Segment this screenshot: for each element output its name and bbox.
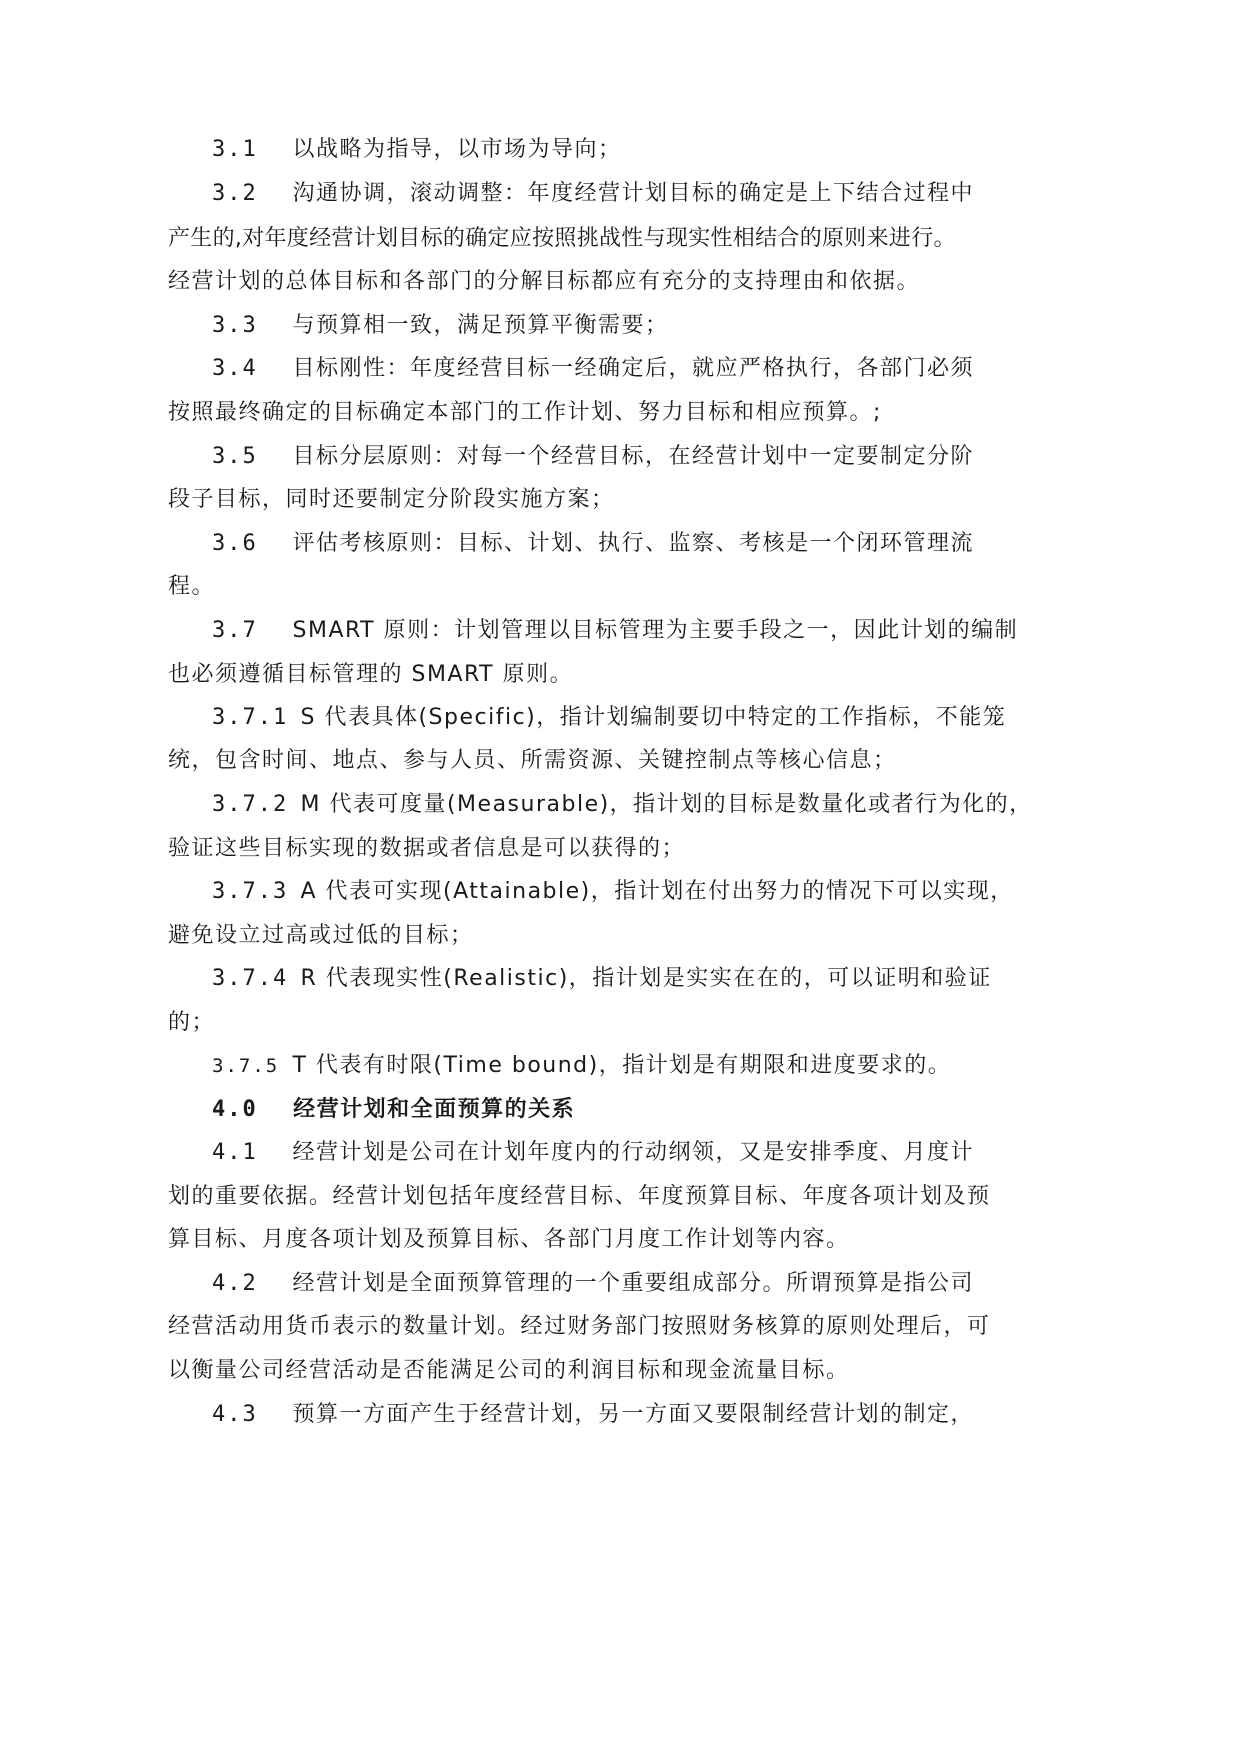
item-text: 以战略为指导，以市场为导向； [292,137,622,162]
item-text: 经营计划是公司在计划年度内的行动纲领，又是安排季度、月度计 [292,1140,975,1165]
item-number: 3.7.3 [212,879,289,904]
body-line: 算目标、月度各项计划及预算目标、各部门月度工作计划等内容。 [168,1227,850,1252]
item-3-7 [212,616,1018,646]
item-text: SMART 原则：计划管理以目标管理为主要手段之一，因此计划的编制 [292,618,1019,643]
item-number: 3.7.2 [212,792,289,817]
body-line: 统，包含时间、地点、参与人员、所需资源、关键控制点等核心信息； [168,748,897,773]
item-number: 3.7.5 [212,1055,280,1077]
item-number: 3.1 [212,137,258,162]
item-text: 沟通协调，滚动调整：年度经营计划目标的确定是上下结合过程中 [292,181,975,206]
section-number: 4.0 [212,1097,258,1122]
section-title: 经营计划和全面预算的关系 [293,1097,576,1122]
item-number: 4.3 [212,1402,258,1427]
item-number: 3.2 [212,181,258,206]
item-3-3 [212,311,669,341]
item-3-6 [212,529,974,559]
item-number: 3.7.1 [212,705,289,730]
item-text: 评估考核原则：目标、计划、执行、监察、考核是一个闭环管理流 [292,531,975,556]
body-line: 经营活动用货币表示的数量计划。经过财务部门按照财务核算的原则处理后，可 [168,1314,991,1339]
item-3-7-5 [212,1051,951,1081]
section-heading-4-0 [212,1095,575,1125]
body-line: 经营计划的总体目标和各部门的分解目标都应有充分的支持理由和依据。 [168,269,921,294]
item-text: S 代表具体(Specific)，指计划编制要切中特定的工作指标，不能笼 [300,705,1007,730]
body-line: 验证这些目标实现的数据或者信息是可以获得的； [168,836,686,861]
item-text: 预算一方面产生于经营计划，另一方面又要限制经营计划的制定， [292,1402,975,1427]
item-4-3 [212,1400,974,1430]
item-3-1 [212,135,622,165]
item-text: 目标刚性：年度经营目标一经确定后，就应严格执行，各部门必须 [292,356,975,381]
item-text: R 代表现实性(Realistic)，指计划是实实在在的，可以证明和验证 [300,966,992,991]
item-3-2 [212,179,974,209]
item-4-2 [212,1269,974,1299]
body-line: 的； [168,1010,216,1035]
item-3-4 [212,354,974,384]
item-3-7-4 [212,964,992,994]
item-text: 与预算相一致，满足预算平衡需要； [292,313,669,338]
item-text: 目标分层原则：对每一个经营目标，在经营计划中一定要制定分阶 [292,444,975,469]
item-number: 3.6 [212,531,258,556]
item-number: 4.1 [212,1140,258,1165]
item-3-7-1 [212,703,1006,733]
item-text: 经营计划是全面预算管理的一个重要组成部分。所谓预算是指公司 [292,1271,975,1296]
body-line: 划的重要依据。经营计划包括年度经营目标、年度预算目标、年度各项计划及预 [168,1184,991,1209]
item-number: 3.4 [212,356,258,381]
item-text: M 代表可度量(Measurable)，指计划的目标是数量化或者行为化的， [300,792,1033,817]
item-3-5 [212,442,974,472]
body-line: 以衡量公司经营活动是否能满足公司的利润目标和现金流量目标。 [168,1358,850,1383]
item-3-7-2 [212,790,1033,820]
body-line: 避免设立过高或过低的目标； [168,923,474,948]
item-text: T 代表有时限(Time bound)，指计划是有期限和进度要求的。 [292,1053,952,1078]
item-number: 3.5 [212,444,258,469]
item-number: 4.2 [212,1271,258,1296]
body-line: 程。 [168,574,216,599]
item-text: A 代表可实现(Attainable)，指计划在付出努力的情况下可以实现， [300,879,1014,904]
body-line: 段子目标，同时还要制定分阶段实施方案； [168,487,615,512]
item-4-1 [212,1138,974,1168]
item-number: 3.3 [212,313,258,338]
item-number: 3.7.4 [212,966,289,991]
item-number: 3.7 [212,618,258,643]
body-line: 按照最终确定的目标确定本部门的工作计划、努力目标和相应预算。; [168,400,882,425]
body-line: 产生的,对年度经营计划目标的确定应按照挑战性与现实性相结合的原则来进行。 [168,226,956,251]
body-line: 也必须遵循目标管理的 SMART 原则。 [168,662,574,687]
item-3-7-3 [212,877,1014,907]
